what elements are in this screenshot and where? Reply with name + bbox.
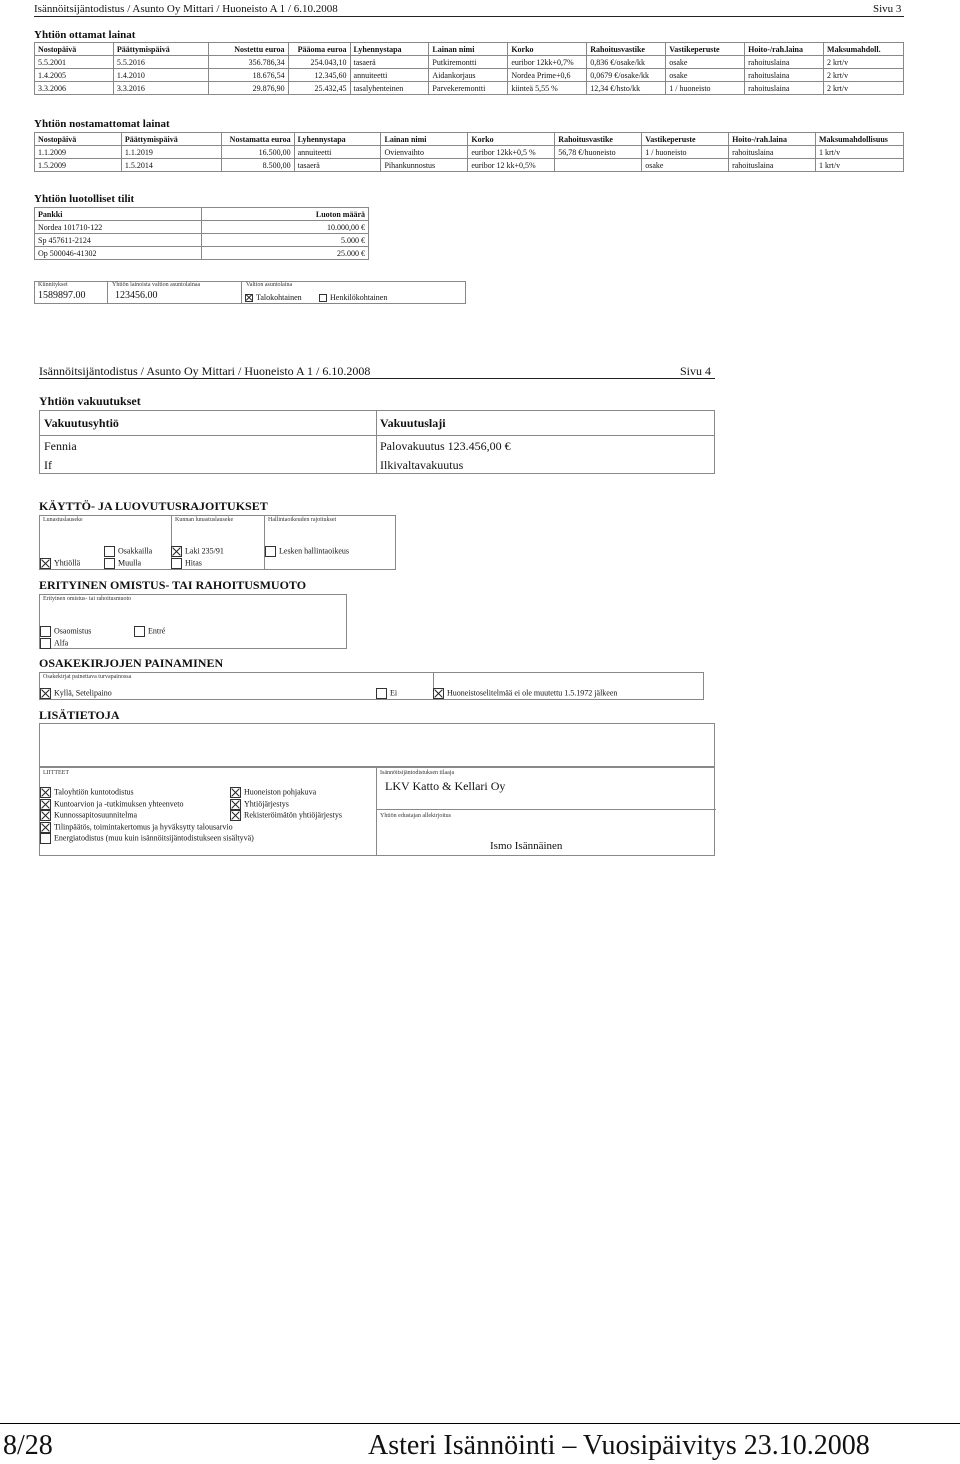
column-header: Päättymispäivä — [121, 133, 221, 146]
loans-not-drawn-header-row — [35, 133, 904, 146]
checkbox-checked-icon[interactable] — [230, 787, 241, 798]
loans-not-drawn-title: Yhtiön nostamattomat lainat — [34, 118, 170, 130]
checkbox-icon[interactable] — [319, 294, 327, 302]
checkbox-icon[interactable] — [40, 833, 51, 844]
state-housing-loan-label: Valtion asuntolaina — [246, 282, 293, 288]
checkbox-icon[interactable] — [104, 546, 115, 557]
table-cell: 5.000 € — [201, 234, 368, 247]
checkbox-icon[interactable] — [171, 558, 182, 569]
attachment-item[interactable] — [230, 810, 342, 822]
table-cell: tasalyhenteinen — [350, 82, 429, 95]
table-cell — [555, 159, 642, 172]
table-row — [35, 234, 369, 247]
printing-label: Osakekirjat painettava turvapainossa — [43, 674, 132, 680]
table-cell: 1 / huoneisto — [666, 82, 745, 95]
column-header: Lainan nimi — [381, 133, 468, 146]
table-cell: euribor 12kk+0,5 % — [468, 146, 555, 159]
table-cell: 29.876,90 — [208, 82, 288, 95]
option-label: Entré — [148, 626, 166, 636]
column-header: Lyhennystapa — [350, 43, 429, 56]
ownership-box — [39, 594, 347, 649]
column-header: Nostopäivä — [35, 133, 122, 146]
checkbox-checked-icon[interactable] — [40, 558, 51, 569]
column-header: Maksumahdollisuus — [815, 133, 903, 146]
checkbox-icon[interactable] — [265, 546, 276, 557]
talokohtainen-label: Talokohtainen — [256, 293, 302, 302]
column-header: Korko — [508, 43, 587, 56]
attachment-item[interactable] — [230, 799, 342, 811]
checkbox-checked-icon[interactable] — [40, 822, 51, 833]
table-cell: osake — [642, 159, 729, 172]
table-cell: osake — [666, 69, 745, 82]
table-cell: Ovienvaihto — [381, 146, 468, 159]
column-header: Nostamatta euroa — [221, 133, 294, 146]
loans-taken-table — [34, 42, 904, 95]
table-cell: 1.1.2009 — [35, 146, 122, 159]
table-cell: Pihankunnostus — [381, 159, 468, 172]
checkbox-icon[interactable] — [40, 638, 51, 649]
attachment-item[interactable] — [40, 833, 254, 845]
table-cell: 5.5.2016 — [113, 56, 208, 69]
table-cell: Sp 457611-2124 — [35, 234, 202, 247]
municipal-redemption-label: Kunnan lunastuslauseke — [175, 517, 234, 523]
checkbox-checked-icon[interactable] — [433, 688, 444, 699]
table-cell: annuiteetti — [294, 146, 381, 159]
table-cell: 1.1.2019 — [121, 146, 221, 159]
column-header: Päättymispäivä — [113, 43, 208, 56]
table-cell: 25.432,45 — [288, 82, 350, 95]
option-kylla[interactable] — [40, 688, 112, 699]
option-hitas[interactable] — [171, 558, 202, 569]
option-label: Alfa — [54, 638, 69, 648]
redemption-clause-label: Lunastuslauseke — [43, 517, 83, 523]
footer-page-number: 8/28 — [3, 1430, 53, 1461]
credit-accounts-header-row — [35, 208, 369, 221]
column-header: Hoito-/rah.laina — [729, 133, 816, 146]
option-label: Huoneistoselitelmää ei ole muutettu 1.5.1972 jälkeen — [447, 688, 618, 698]
option-label: Kyllä, Setelipaino — [54, 688, 112, 698]
divider — [40, 435, 715, 436]
attachment-item[interactable] — [230, 787, 342, 799]
signature-label: Yhtiön edustajan allekirjoitus — [380, 813, 451, 819]
restrictions-title: KÄYTTÖ- JA LUOVUTUSRAJOITUKSET — [39, 499, 268, 513]
attachment-item[interactable] — [40, 787, 254, 799]
page-footer — [0, 1423, 960, 1464]
checkbox-icon[interactable] — [40, 626, 51, 637]
orderer-label: Isännöitsijäntodistuksen tilaaja — [380, 770, 455, 776]
checkbox-checked-icon[interactable] — [40, 799, 51, 810]
insurance-company-1: Fennia — [44, 439, 77, 453]
divider — [376, 411, 377, 474]
option-osaomistus[interactable] — [40, 626, 91, 637]
column-header: Rahoitusvastike — [587, 43, 666, 56]
table-cell: kiinteä 5,55 % — [508, 82, 587, 95]
attachment-label: Huoneiston pohjakuva — [244, 787, 317, 797]
table-cell: 1.4.2005 — [35, 69, 114, 82]
table-cell: 18.676,54 — [208, 69, 288, 82]
credit-accounts-table — [34, 207, 369, 260]
insurance-type-1: Palovakuutus 123.456,00 € — [380, 439, 511, 453]
table-cell: 3.3.2006 — [35, 82, 114, 95]
option-alfa[interactable] — [40, 638, 68, 649]
table-cell: 1 krt/v — [815, 159, 903, 172]
ownership-label: Erityinen omistus- tai rahoitusmuoto — [43, 596, 132, 602]
attachment-label: Energiatodistus (muu kuin isännöitsijäntodistukseen sisältyvä) — [54, 833, 254, 843]
attachment-label: Kuntoarvion ja -tutkimuksen yhteenveto — [54, 798, 184, 808]
option-entre[interactable] — [134, 626, 165, 637]
table-cell: 10.000,00 € — [201, 221, 368, 234]
table-cell: Nordea 101710-122 — [35, 221, 202, 234]
table-cell: rahoituslaina — [745, 69, 824, 82]
option-laki[interactable] — [171, 546, 224, 557]
additional-info-box — [39, 723, 715, 767]
attachment-item[interactable] — [40, 822, 254, 834]
table-cell: Aidankorjaus — [429, 69, 508, 82]
loans-not-drawn-table — [34, 132, 904, 172]
divider — [107, 282, 108, 304]
footer-text: Asteri Isännöinti – Vuosipäivitys 23.10.2008 — [368, 1430, 870, 1461]
column-header: Hoito-/rah.laina — [745, 43, 824, 56]
table-row — [35, 82, 904, 95]
column-header: Lyhennystapa — [294, 133, 381, 146]
option-label: Yhtiöllä — [54, 558, 81, 568]
page3-page-number: Sivu 3 — [873, 3, 902, 15]
additional-title: LISÄTIETOJA — [39, 708, 120, 722]
insurance-type-2: Ilkivaltavakuutus — [380, 458, 464, 472]
table-cell: 12.345,60 — [288, 69, 350, 82]
table-cell: 3.3.2016 — [113, 82, 208, 95]
column-header: Pääoma euroa — [288, 43, 350, 56]
attachment-label: Taloyhtiön kuntotodistus — [54, 787, 134, 797]
signer-name: Ismo Isännäinen — [490, 840, 563, 852]
loans-taken-header-row — [35, 43, 904, 56]
table-cell: Putkiremontti — [429, 56, 508, 69]
table-cell: 25.000 € — [201, 247, 368, 260]
column-header: Pankki — [35, 208, 202, 221]
orderer-value: LKV Katto & Kellari Oy — [385, 779, 506, 793]
column-header: Korko — [468, 133, 555, 146]
divider — [241, 282, 242, 304]
option-yhtiolla[interactable] — [40, 558, 80, 569]
checkbox-checked-icon[interactable] — [40, 688, 51, 699]
printing-title: OSAKEKIRJOJEN PAINAMINEN — [39, 656, 224, 670]
henkilokohtainen-option[interactable] — [319, 293, 387, 302]
loans-taken-title: Yhtiön ottamat lainat — [34, 29, 136, 41]
table-cell: rahoituslaina — [745, 56, 824, 69]
table-cell: 0,836 €/osake/kk — [587, 56, 666, 69]
table-cell: 1 krt/v — [815, 146, 903, 159]
checkbox-checked-icon[interactable] — [171, 546, 182, 557]
insurance-table — [39, 410, 715, 474]
table-row — [35, 159, 904, 172]
table-cell: rahoituslaina — [729, 146, 816, 159]
talokohtainen-option[interactable] — [245, 293, 302, 302]
table-cell: euribor 12kk+0,7% — [508, 56, 587, 69]
table-cell: 56,78 €/huoneisto — [555, 146, 642, 159]
attachment-item[interactable] — [40, 810, 254, 822]
column-header: Maksumahdoll. — [824, 43, 904, 56]
table-cell: 8.500,00 — [221, 159, 294, 172]
attachment-label: Yhtiöjärjestys — [244, 798, 289, 808]
option-label: Lesken hallintaoikeus — [279, 546, 349, 556]
table-cell: 12,34 €/hsto/kk — [587, 82, 666, 95]
ownership-title: ERITYINEN OMISTUS- TAI RAHOITUSMUOTO — [39, 578, 307, 592]
divider — [376, 768, 377, 856]
insurance-title: Yhtiön vakuutukset — [39, 394, 141, 408]
attachment-label: Rekisteröimätön yhtiöjärjestys — [244, 810, 342, 820]
attachments-box — [39, 767, 715, 856]
page4-page-number: Sivu 4 — [680, 364, 712, 378]
attachment-label: Tilinpäätös, toimintakertomus ja hyväksytty talousarvio — [54, 821, 233, 831]
option-label: Osaomistus — [54, 626, 92, 636]
insurance-company-2: If — [44, 458, 52, 472]
table-row — [35, 221, 369, 234]
option-osakkailla[interactable] — [104, 546, 152, 557]
table-cell: 2 krt/v — [824, 82, 904, 95]
checkbox-checked-icon[interactable] — [40, 810, 51, 821]
credit-accounts-title: Yhtiön luotolliset tilit — [34, 193, 135, 205]
column-header: Luoton määrä — [201, 208, 368, 221]
henkilokohtainen-label: Henkilökohtainen — [330, 293, 388, 302]
option-label: Laki 235/91 — [185, 546, 224, 556]
table-cell: Op 500046-41302 — [35, 247, 202, 260]
printing-box — [39, 672, 704, 700]
page4-header-rule — [39, 378, 715, 379]
option-label: Osakkailla — [118, 546, 153, 556]
table-cell: 356.786,34 — [208, 56, 288, 69]
mortgages-value: 1589897.00 — [38, 290, 86, 301]
restrictions-box — [39, 515, 396, 570]
table-row — [35, 146, 904, 159]
table-cell: Parvekeremontti — [429, 82, 508, 95]
insurance-company-header: Vakuutusyhtiö — [44, 416, 119, 430]
table-cell: tasaerä — [294, 159, 381, 172]
table-cell: 5.5.2001 — [35, 56, 114, 69]
mortgages-box — [34, 281, 466, 304]
column-header: Nostopäivä — [35, 43, 114, 56]
checkbox-checked-icon[interactable] — [40, 787, 51, 798]
table-row — [35, 56, 904, 69]
table-cell: Nordea Prime+0,6 — [508, 69, 587, 82]
table-cell: euribor 12 kk+0,5% — [468, 159, 555, 172]
column-header: Vastikeperuste — [642, 133, 729, 146]
table-cell: 0,0679 €/osake/kk — [587, 69, 666, 82]
column-header: Lainan nimi — [429, 43, 508, 56]
checkbox-icon[interactable] — [376, 688, 387, 699]
insurance-type-header: Vakuutuslaji — [380, 416, 446, 430]
divider — [264, 516, 265, 570]
table-cell: 1.5.2014 — [121, 159, 221, 172]
divider — [376, 809, 716, 810]
table-row — [35, 69, 904, 82]
checkbox-icon[interactable] — [104, 558, 115, 569]
checkbox-checked-icon[interactable] — [230, 799, 241, 810]
column-header: Rahoitusvastike — [555, 133, 642, 146]
table-row — [35, 247, 369, 260]
page3-header-rule — [34, 16, 904, 17]
attachments-label: LIITTEET — [43, 770, 69, 776]
option-label: Ei — [390, 688, 398, 698]
option-label: Hitas — [185, 558, 202, 568]
attachments-right-list — [230, 787, 342, 822]
attachment-item[interactable] — [40, 799, 254, 811]
possession-restrictions-label: Hallintaoikeuden rajoitukset — [268, 517, 337, 523]
attachments-left-list — [40, 787, 254, 845]
page3-header: Isännöitsijäntodistus / Asunto Oy Mittari / Huoneisto A 1 / 6.10.2008 — [34, 3, 338, 15]
table-cell: 254.043,10 — [288, 56, 350, 69]
table-cell: rahoituslaina — [729, 159, 816, 172]
page4-header: Isännöitsijäntodistus / Asunto Oy Mittari / Huoneisto A 1 / 6.10.2008 — [39, 364, 371, 378]
table-cell: 1 / huoneisto — [642, 146, 729, 159]
checkbox-icon[interactable] — [134, 626, 145, 637]
table-cell: osake — [666, 56, 745, 69]
checkbox-checked-icon[interactable] — [245, 294, 253, 302]
table-cell: 1.4.2010 — [113, 69, 208, 82]
option-selitelma[interactable] — [433, 688, 617, 699]
state-loan-value: 123456.00 — [115, 290, 158, 301]
table-cell: tasaerä — [350, 56, 429, 69]
checkbox-checked-icon[interactable] — [230, 810, 241, 821]
table-cell: 1.5.2009 — [35, 159, 122, 172]
table-cell: annuiteetti — [350, 69, 429, 82]
table-cell: rahoituslaina — [745, 82, 824, 95]
attachment-label: Kunnossapitosuunnitelma — [54, 810, 138, 820]
table-cell: 16.500,00 — [221, 146, 294, 159]
option-lesken[interactable] — [265, 546, 349, 557]
table-cell: 2 krt/v — [824, 56, 904, 69]
column-header: Vastikeperuste — [666, 43, 745, 56]
option-muulla[interactable] — [104, 558, 141, 569]
table-cell: 2 krt/v — [824, 69, 904, 82]
option-label: Muulla — [118, 558, 142, 568]
state-loan-label: Yhtiön lainoista valtion asuntolainaa — [112, 282, 201, 288]
option-ei[interactable] — [376, 688, 397, 699]
mortgages-label: Kiinnitykset — [38, 282, 68, 288]
column-header: Nostettu euroa — [208, 43, 288, 56]
